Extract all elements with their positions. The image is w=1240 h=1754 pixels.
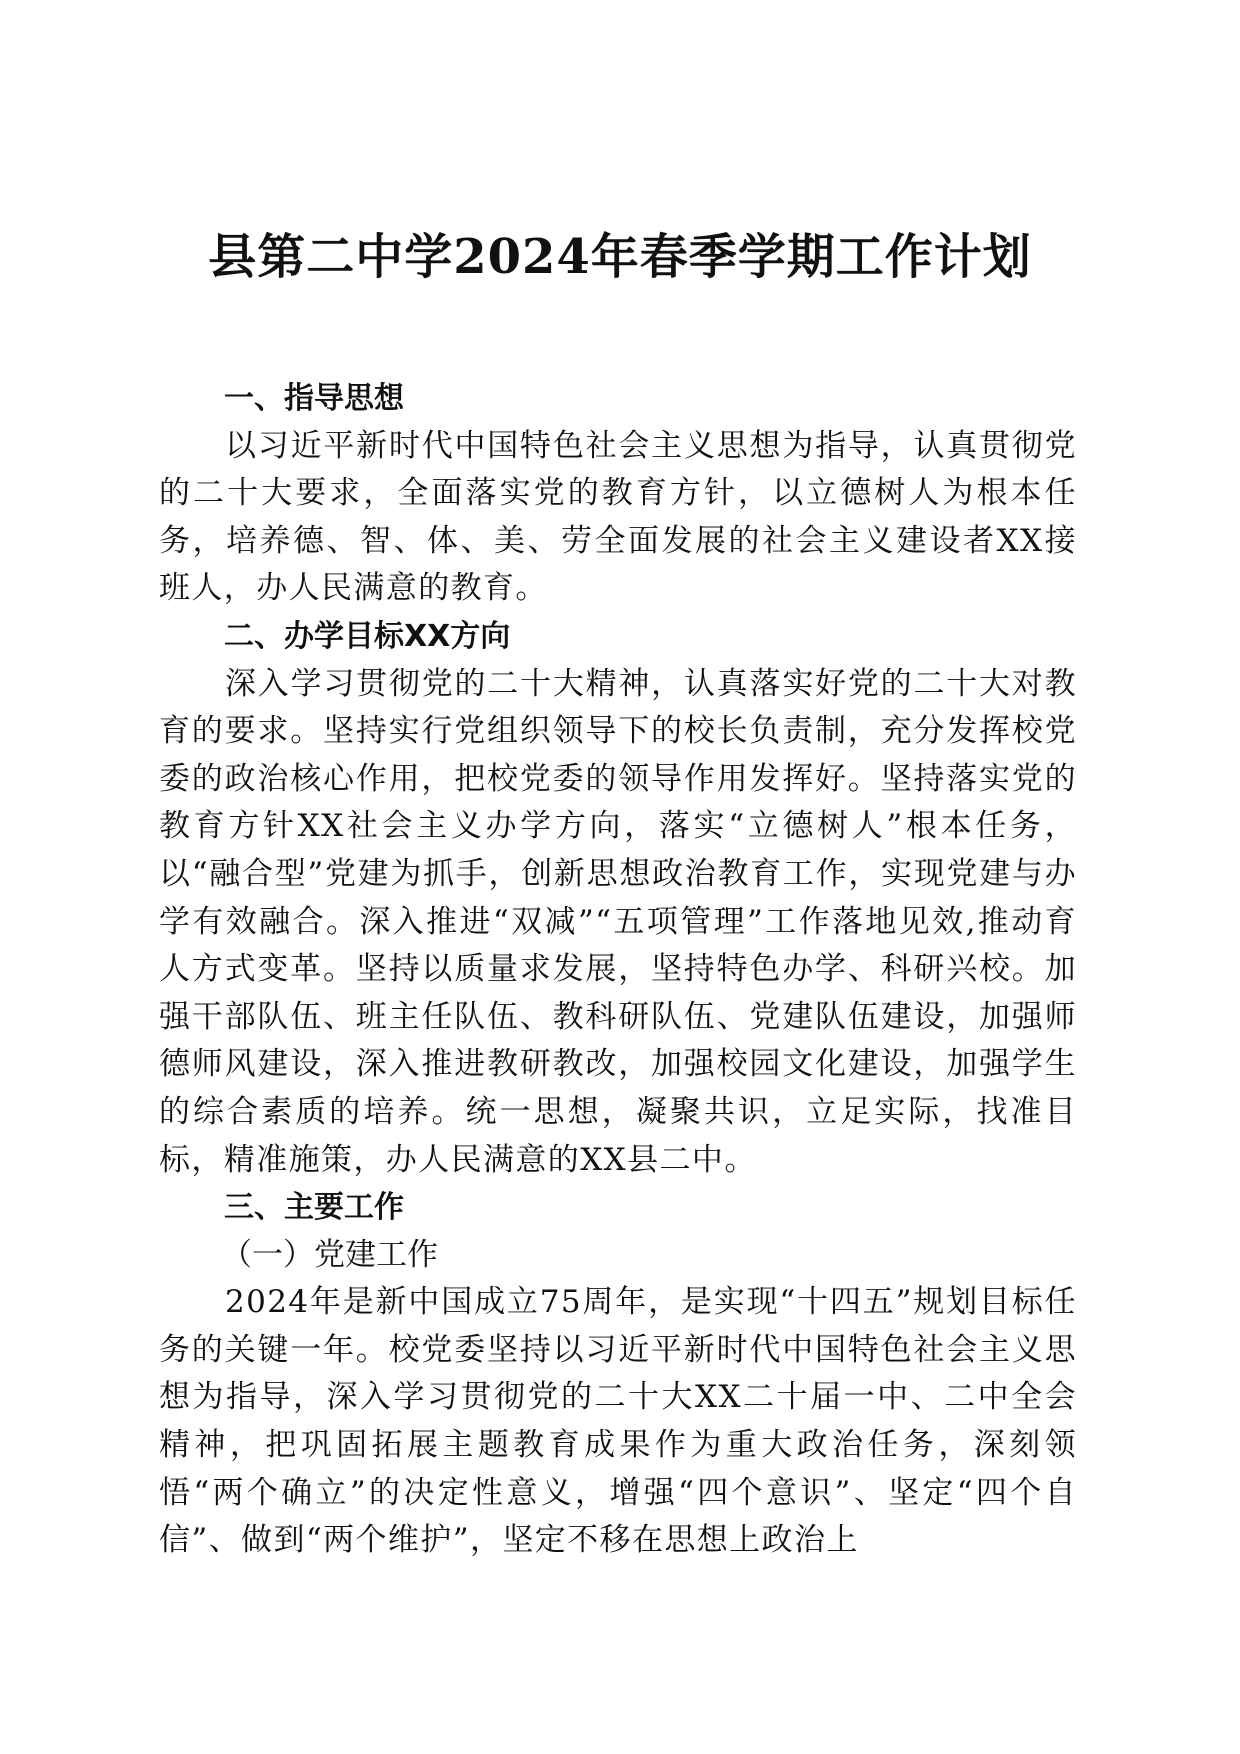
section-heading-school-goals: 二、办学目标XX方向 — [224, 618, 511, 654]
paragraph-school-goals: 深入学习贯彻党的二十大精神，认真落实好党的二十大对教育的要求。坚持实行党组织领导下的校长负责制，充分发挥校党委的政治核心作用，把校党委的领导作用发挥好。坚持落实党的教育方针XX社会主义办学方向，落实“立德树人”根本任务，以“融合型”党建为抓手，创新思想政治教育工作，实现党建与办学有效融合。深入推进“双减”“五项管理”工作落地见效,推动育人方式变革。坚持以质量求发展，坚持特色办学、科研兴校。加强干部队伍、班主任队伍、教科研队伍、党建队伍建设，加强师德师风建设，深入推进教研教改，加强校园文化建设，加强学生的综合素质的培养。统一思想，凝聚共识，立足实际，找准目标，精准施策，办人民满意的XX县二中。 — [159, 665, 1077, 1178]
section-heading-guiding-thought: 一、指导思想 — [224, 381, 404, 416]
paragraph-guiding-thought: 以习近平新时代中国特色社会主义思想为指导，认真贯彻党的二十大要求，全面落实党的教育方针，以立德树人为根本任务，培养德、智、体、美、劳全面发展的社会主义建设者XX接班人，办人民满意的教育。 — [159, 427, 1077, 607]
document-body — [159, 375, 1077, 1565]
subsection-heading-party-building: （一）党建工作 — [221, 1236, 438, 1273]
section-heading-main-work: 三、主要工作 — [224, 1190, 404, 1226]
paragraph-party-building: 2024年是新中国成立75周年，是实现“十四五”规划目标任务的关键一年。校党委坚持以习近平新时代中国特色社会主义思想为指导，深入学习贯彻党的二十大XX二十届一中、二中全会精神，把巩固拓展主题教育成果作为重大政治任务，深刻领悟“两个确立”的决定性意义，增强“四个意识”、坚定“四个自信”、做到“两个维护”，坚定不移在思想上政治上 — [159, 1284, 1077, 1559]
document-title: 县第二中学2024年春季学期工作计划 — [208, 229, 1032, 285]
